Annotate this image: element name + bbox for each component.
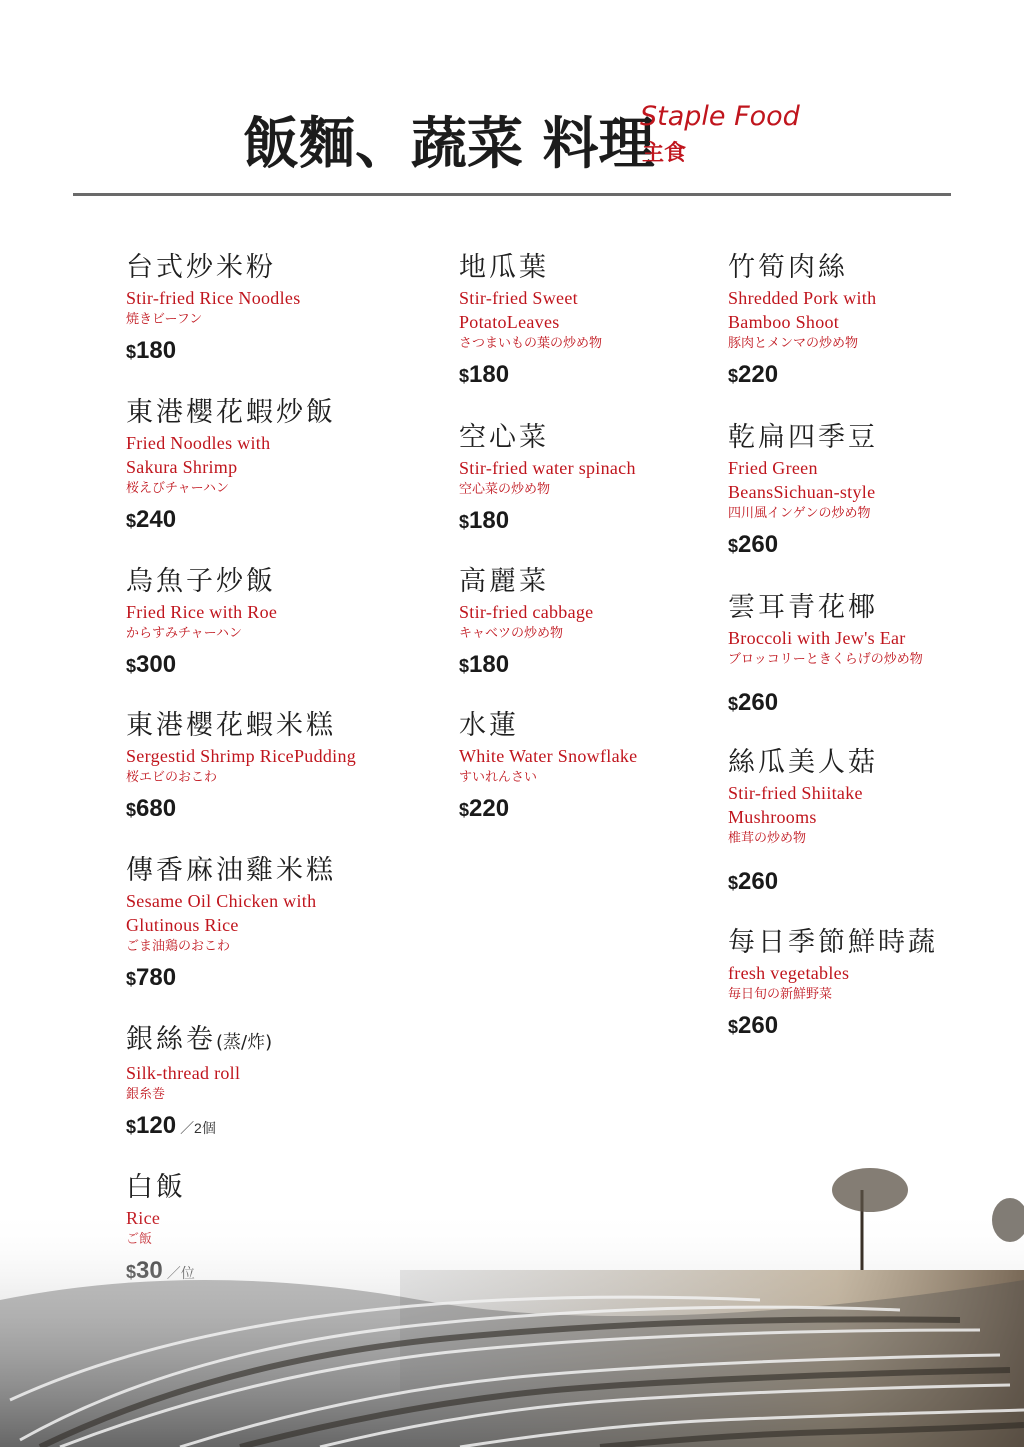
dish-price: $260	[728, 531, 779, 558]
dish-name-en: Sesame Oil Chicken with Glutinous Rice	[126, 891, 317, 935]
menu-item	[459, 708, 699, 825]
dish-price: $780	[126, 964, 177, 991]
dish-name-en: Stir-fried Rice Noodles	[126, 288, 301, 308]
dish-name-en: Sergestid Shrimp RicePudding	[126, 746, 357, 766]
dish-name-en: White Water Snowflake	[459, 746, 638, 766]
dish-name-jp: キャベツの炒め物	[459, 626, 564, 641]
menu-item	[728, 250, 968, 391]
menu-item	[728, 925, 968, 1042]
menu-item	[728, 420, 968, 561]
dish-name-en: Fried Green BeansSichuan-style	[728, 458, 876, 502]
dish-name-zh: 烏魚子炒飯	[126, 566, 276, 597]
dish-name-en: Stir-fried water spinach	[459, 458, 636, 478]
menu-item	[459, 564, 699, 681]
dish-name-jp: ブロッコリーときくらげの炒め物	[728, 652, 923, 667]
dish-name-jp: 空心菜の炒め物	[459, 482, 551, 497]
dish-price: $220	[459, 795, 510, 822]
dish-name-jp: 銀糸巻	[126, 1087, 166, 1102]
menu-item	[728, 590, 968, 719]
dish-name-zh: 台式炒米粉	[126, 252, 276, 283]
dish-price: $240	[126, 506, 177, 533]
menu-item	[126, 564, 426, 681]
dish-name-jp: さつまいもの葉の炒め物	[459, 336, 603, 351]
dish-name-jp: からすみチャーハン	[126, 626, 242, 641]
dish-name-zh: 乾扁四季豆	[728, 422, 878, 453]
dish-name-en: Shredded Pork with Bamboo Shoot	[728, 288, 877, 332]
rice-terrace-landscape-image	[0, 1150, 1024, 1447]
dish-name-jp: 桜えびチャーハン	[126, 481, 229, 496]
dish-price: $680	[126, 795, 177, 822]
dish-name-zh: 絲瓜美人菇	[728, 747, 878, 778]
dish-name-jp: すいれんさい	[459, 770, 538, 785]
dish-name-zh: 高麗菜	[459, 566, 549, 597]
menu-item	[126, 1022, 426, 1143]
dish-price: $180	[126, 337, 177, 364]
dish-name-jp: 焼きビーフン	[126, 312, 203, 327]
dish-name-jp: 豚肉とメンマの炒め物	[728, 336, 859, 351]
dish-price: $260	[728, 689, 779, 716]
dish-price: $300	[126, 651, 177, 678]
dish-name-zh: 竹筍肉絲	[728, 252, 848, 283]
dish-name-en: Broccoli with Jew's Ear	[728, 628, 906, 648]
price-unit: ／2個	[180, 1120, 216, 1136]
page-title: 飯麵、蔬菜 料理	[243, 111, 655, 177]
dish-price: $180	[459, 507, 510, 534]
dish-name-zh: 傳香麻油雞米糕	[126, 855, 336, 886]
dish-price: $180	[459, 651, 510, 678]
dish-name-zh: 銀絲卷(蒸/炸)	[126, 1024, 273, 1055]
dish-name-zh: 每日季節鮮時蔬	[728, 927, 938, 958]
dish-name-zh: 雲耳青花椰	[728, 592, 878, 623]
dish-name-zh: 地瓜葉	[459, 252, 549, 283]
dish-name-en: Fried Noodles with Sakura Shrimp	[126, 433, 271, 477]
dish-name-en: fresh vegetables	[728, 963, 850, 983]
header-divider	[73, 193, 951, 196]
dish-price: $220	[728, 361, 779, 388]
page-subtitle: 主食	[642, 141, 687, 166]
menu-item	[126, 708, 426, 825]
dish-name-zh: 水蓮	[459, 710, 519, 741]
dish-name-en: Stir-fried Sweet PotatoLeaves	[459, 288, 578, 332]
dish-price: $120 ／2個	[126, 1112, 216, 1139]
dish-name-zh: 白飯	[126, 1172, 186, 1203]
dish-name-zh: 空心菜	[459, 422, 549, 453]
dish-price: $260	[728, 1012, 779, 1039]
dish-name-en: Fried Rice with Roe	[126, 602, 278, 622]
dish-name-jp: 椎茸の炒め物	[728, 831, 807, 846]
menu-item	[459, 420, 699, 537]
page-header	[0, 0, 1024, 200]
page-title-english: Staple Food	[640, 101, 800, 132]
menu-item	[126, 853, 426, 994]
menu-item	[728, 745, 968, 898]
dish-name-jp: 毎日旬の新鮮野菜	[728, 987, 833, 1002]
dish-name-en: Stir-fried cabbage	[459, 602, 594, 622]
dish-name-en: Stir-fried Shiitake Mushrooms	[728, 783, 863, 827]
dish-name-jp: 四川風インゲンの炒め物	[728, 506, 871, 521]
dish-price: $180	[459, 361, 510, 388]
dish-name-zh: 東港櫻花蝦米糕	[126, 710, 336, 741]
dish-name-jp: ごま油鶏のおこわ	[126, 939, 231, 954]
dish-name-zh: 東港櫻花蝦炒飯	[126, 397, 336, 428]
dish-price: $260	[728, 868, 779, 895]
menu-item	[126, 395, 426, 536]
dish-name-jp: 桜エビのおこわ	[126, 770, 218, 785]
dish-name-en: Silk-thread roll	[126, 1063, 241, 1083]
cooking-style-note: (蒸/炸)	[216, 1032, 273, 1053]
menu-item	[459, 250, 699, 391]
menu-item	[126, 250, 426, 367]
